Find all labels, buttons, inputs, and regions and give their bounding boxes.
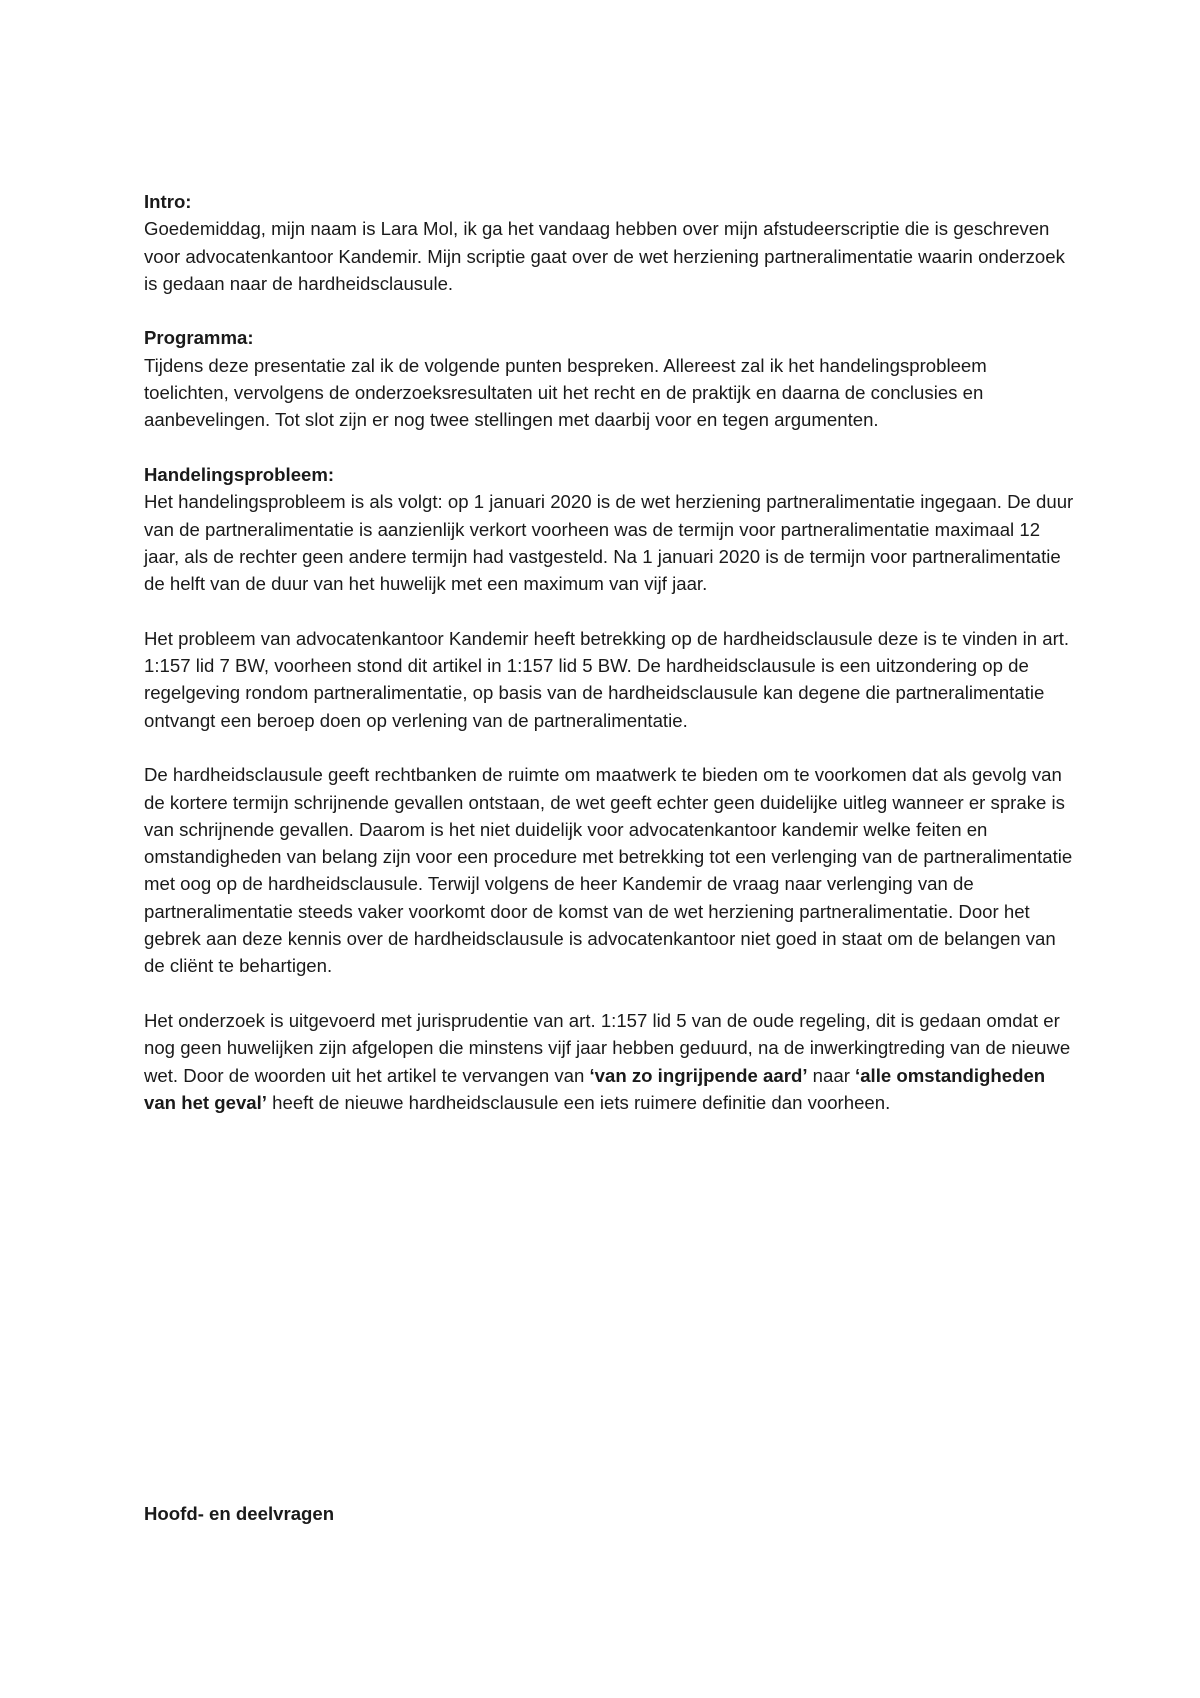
intro-text: Goedemiddag, mijn naam is Lara Mol, ik ga het vandaag hebben over mijn afstudeerscriptie die is geschreven voor advocatenkantoor Kandemir. Mijn scriptie gaat over de wet herziening partneralimentatie waarin onderzoek is gedaan naar de hardheidsclausule. (144, 218, 1065, 294)
paragraph (144, 488, 1074, 597)
paragraph-text-part: Het onderzoek is uitgevoerd met jurisprudentie van art. 1:157 lid 5 van de oude regeling, dit is gedaan omdat er nog geen huwelijken zijn afgelopen die minstens vijf jaar hebben geduurd, na de inwerkingtreding van de nieuwe wet. Door de woorden uit het artikel te vervangen van (144, 1009, 1071, 1086)
intro-section (144, 188, 1074, 297)
quoted-term-old: ‘van zo ingrijpende aard’ (589, 1064, 808, 1086)
intro-heading: Intro: (144, 191, 192, 212)
programma-heading: Programma: (144, 327, 254, 349)
paragraph (144, 1007, 1074, 1116)
paragraph (144, 625, 1074, 734)
programma-section (144, 324, 1074, 433)
handelingsprobleem-heading: Handelingsprobleem: (144, 463, 335, 485)
programma-text: Tijdens deze presentatie zal ik de volgende punten bespreken. Allereest zal ik het handelingsprobleem toelichten, vervolgens de onderzoeksresultaten uit het recht en de praktijk en daarna de conclusies en aanbevelingen. Tot slot zijn er nog twee stellingen met daarbij voor en tegen argumenten. (144, 354, 987, 431)
paragraph-text (144, 1007, 1074, 1116)
paragraph-text: Het probleem van advocatenkantoor Kandemir heeft betrekking op de hardheidsclausule deze is te vinden in art. 1:157 lid 7 BW, voorheen stond dit artikel in 1:157 lid 5 BW. De hardheidsclausule is een uitzondering op de regelgeving rondom partneralimentatie, op basis van de hardheidsclausule kan degene die partneralimentatie ontvangt een beroep doen op verlening van de partneralimentatie. (144, 627, 1070, 731)
paragraph (144, 761, 1074, 979)
hoofd-deelvragen-heading: Hoofd- en deelvragen (144, 1503, 335, 1524)
document-body (144, 188, 1074, 1143)
handelingsprobleem-section (144, 461, 1074, 1116)
quoted-term-new: ‘alle omstandigheden van het geval’ (144, 1064, 1046, 1113)
paragraph-text-part: heeft de nieuwe hardheidsclausule een iets ruimere definitie dan voorheen. (266, 1091, 891, 1113)
paragraph-text: De hardheidsclausule geeft rechtbanken de ruimte om maatwerk te bieden om te voorkomen dat als gevolg van de kortere termijn schrijnende gevallen ontstaan, de wet geeft echter geen duidelijke uitleg wanneer er sprake is van schrijnende gevallen. Daarom is het niet duidelijk voor advocatenkantoor kandemir welke feiten en omstandigheden van belang zijn voor een procedure met betrekking tot een verlenging van de partneralimentatie met oog op de hardheidsclausule. Terwijl volgens de heer Kandemir de vraag naar verlenging van de partneralimentatie steeds vaker voorkomt door de komst van de wet herziening partneralimentatie. Door het gebrek aan deze kennis over de hardheidsclausule is advocatenkantoor niet goed in staat om de belangen van de cliënt te behartigen. (144, 764, 1073, 977)
paragraph-text: Het handelingsprobleem is als volgt: op 1 januari 2020 is de wet herziening partneralimentatie ingegaan. De duur van de partneralimentatie is aanzienlijk verkort voorheen was de termijn voor partneralimentatie maximaal 12 jaar, als de rechter geen andere termijn had vastgesteld. Na 1 januari 2020 is de termijn voor partneralimentatie de helft van de duur van het huwelijk met een maximum van vijf jaar. (144, 491, 1074, 595)
paragraph-text-part: naar (807, 1064, 856, 1086)
